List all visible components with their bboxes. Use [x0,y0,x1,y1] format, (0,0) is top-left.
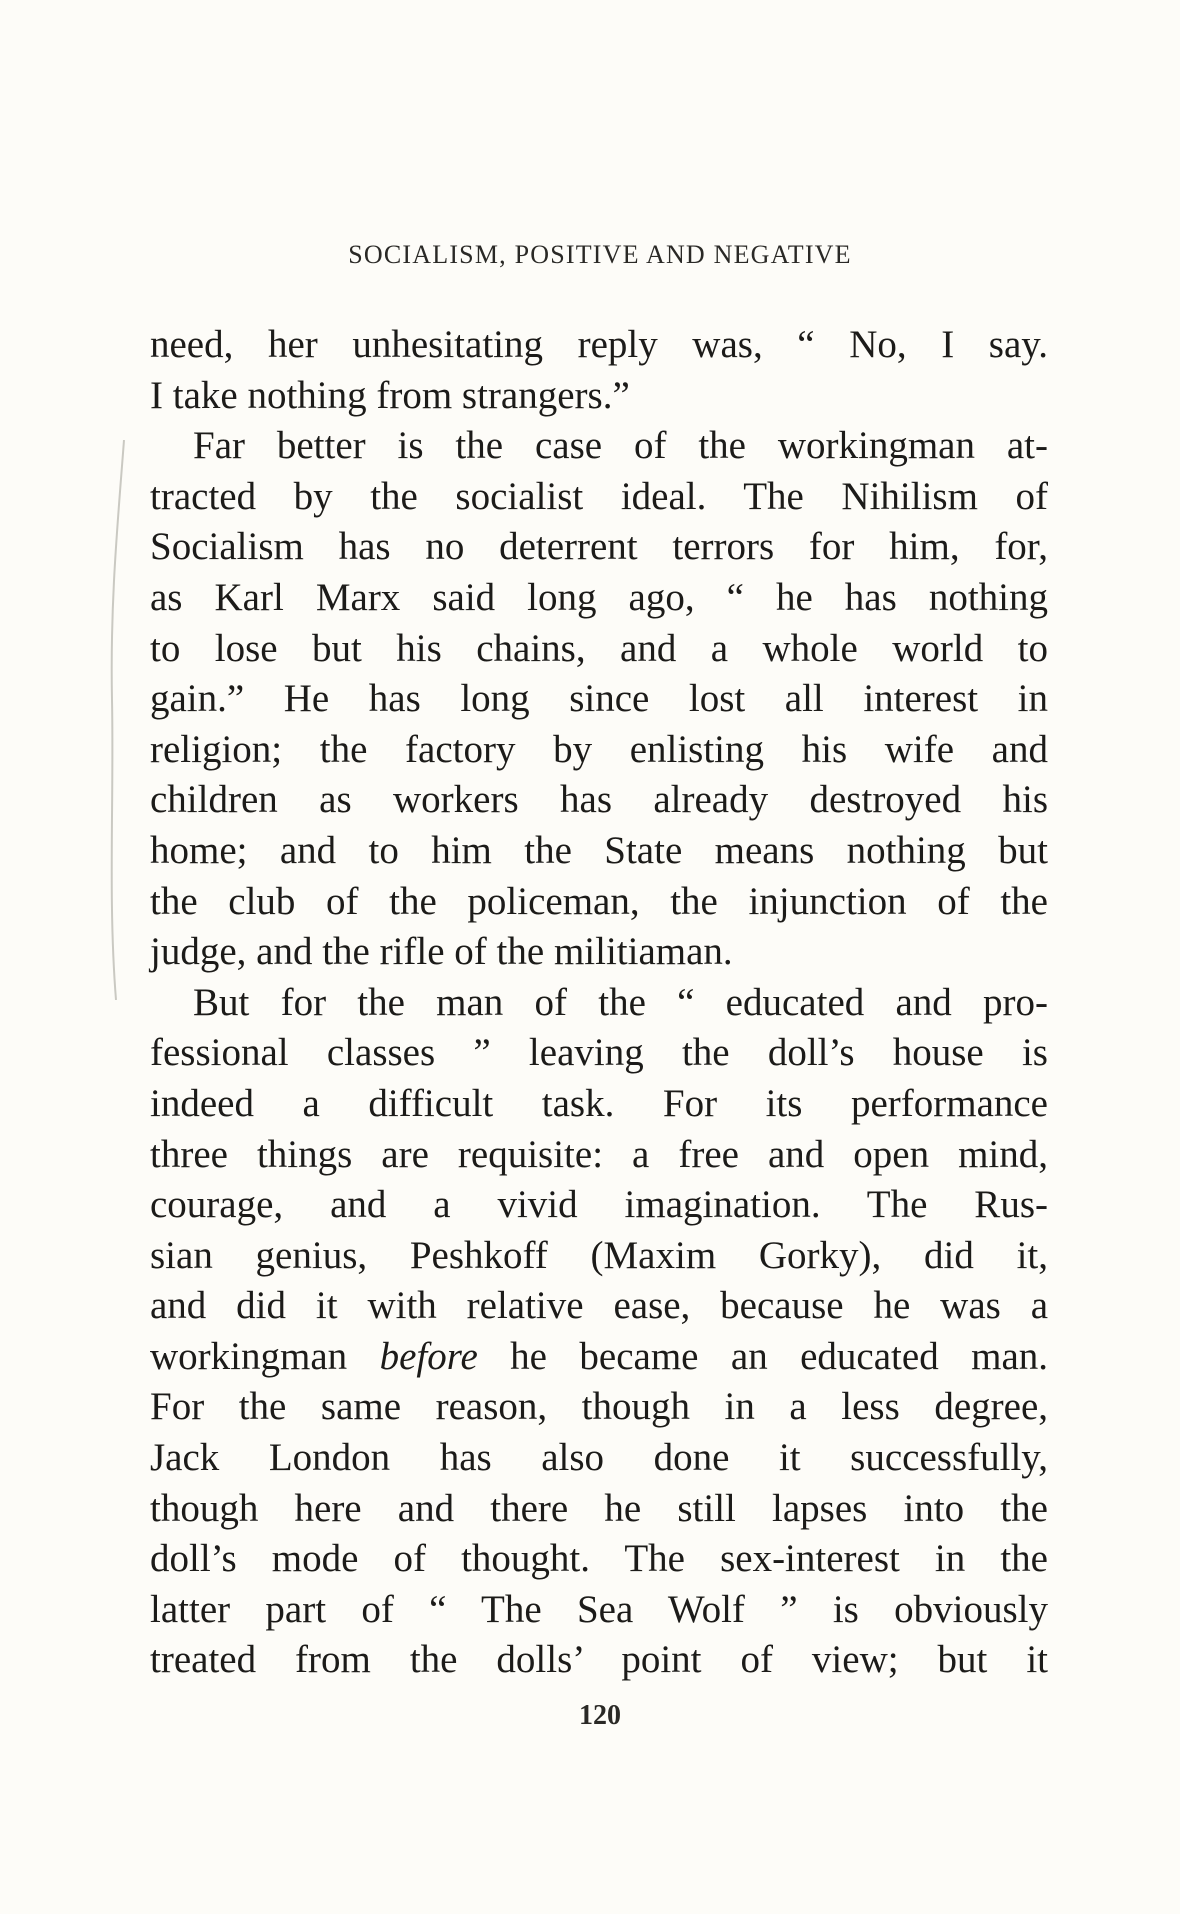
page-number: 120 [579,1700,621,1731]
text-line: latter part of “ The Sea Wolf ” is obviously [150,1587,1048,1631]
text-line: doll’s mode of thought. The sex-interest in the [150,1537,1048,1581]
text-line: tracted by the socialist ideal. The Nihilism of [150,474,1048,518]
text-line: For the same reason, though in a less degree, [150,1385,1048,1429]
text-line: though here and there he still lapses into the [150,1486,1048,1530]
text-line: and did it with relative ease, because he was a [150,1284,1048,1328]
text-segment: he became an educated man. [477,1334,1049,1378]
text-line: need, her unhesitating reply was, “ No, I say. [150,323,1048,366]
running-head: SOCIALISM, POSITIVE AND NEGATIVE [348,240,852,269]
text-line: home; and to him the State means nothing but [150,828,1048,872]
text-line: as Karl Marx said long ago, “ he has nothing [150,575,1048,619]
text-line: Jack London has also done it successfully, [150,1436,1048,1480]
margin-pencil-mark [100,440,140,1000]
text-segment: workingman [150,1334,380,1378]
text-line: children as workers has already destroyed his [150,778,1048,822]
text-line: courage, and a vivid imagination. The Rus- [150,1183,1048,1227]
text-line: Socialism has no deterrent terrors for him, for, [150,525,1048,569]
text-line: to lose but his chains, and a whole world to [150,626,1048,670]
text-line: fessional classes ” leaving the doll’s house is [150,1031,1048,1075]
text-line: religion; the factory by enlisting his wife and [150,727,1048,771]
text-line: the club of the policeman, the injunction of the [150,879,1048,923]
text-line: treated from the dolls’ point of view; but it [150,1638,1048,1682]
italic-word: before [379,1334,478,1378]
text-line: judge, and the rifle of the militiaman. [150,930,733,974]
text-line-with-italic [150,1332,1048,1383]
text-line: sian genius, Peshkoff (Maxim Gorky), did it, [150,1233,1048,1277]
body-text [150,320,1048,1686]
text-line: three things are requisite: a free and open mind, [150,1132,1048,1176]
text-line: I take nothing from strangers.” [150,373,630,417]
text-line: Far better is the case of the workingman at- [193,424,1048,468]
text-line: gain.” He has long since lost all interest in [150,677,1048,721]
text-line: But for the man of the “ educated and pro- [193,980,1048,1024]
text-line: indeed a difficult task. For its performance [150,1081,1048,1125]
